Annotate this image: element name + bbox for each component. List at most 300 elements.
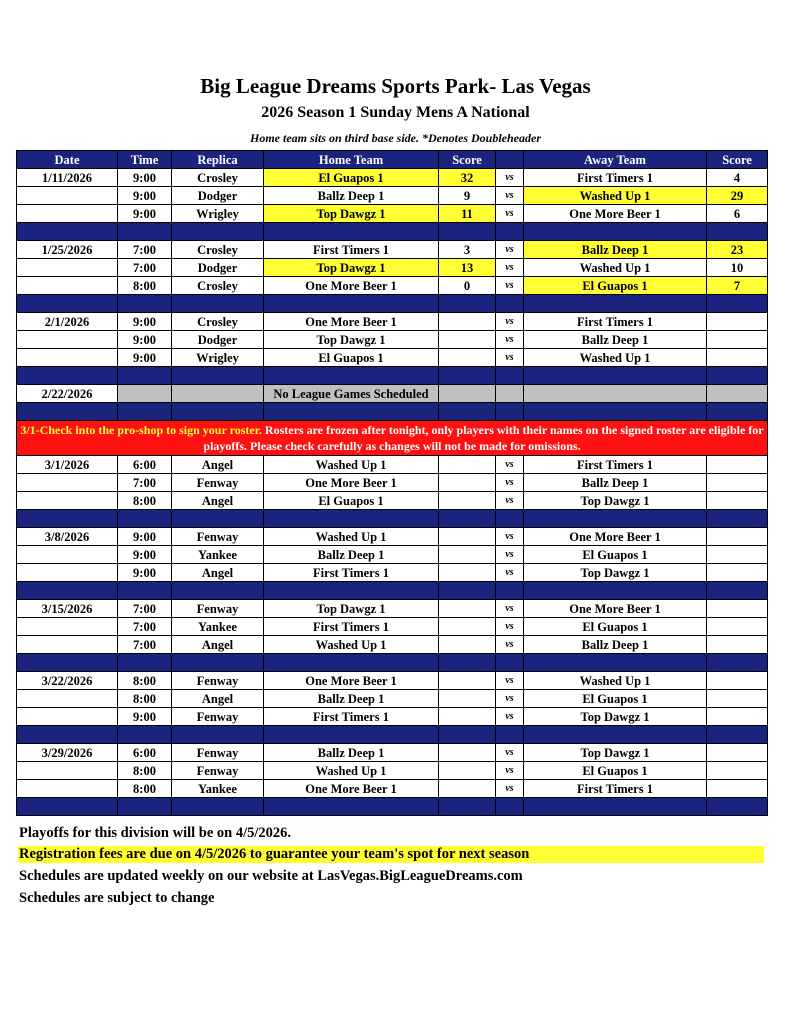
away-team: El Guapos 1 [524, 277, 707, 295]
registration-note: Registration fees are due on 4/5/2026 to guarantee your team's spot for next season [18, 846, 764, 863]
home-score: 9 [439, 187, 496, 205]
game-date [17, 690, 118, 708]
separator-cell [496, 403, 524, 421]
table-row [17, 456, 768, 474]
page-subtitle: 2026 Season 1 Sunday Mens A National [261, 104, 530, 121]
home-team: One More Beer 1 [264, 672, 439, 690]
away-team: El Guapos 1 [524, 546, 707, 564]
separator-cell [118, 510, 172, 528]
vs-label: vs [496, 456, 524, 474]
home-team: El Guapos 1 [264, 492, 439, 510]
separator-cell [524, 403, 707, 421]
away-team: One More Beer 1 [524, 600, 707, 618]
separator-cell [172, 654, 264, 672]
separator-cell [264, 367, 439, 385]
home-score [439, 313, 496, 331]
home-score [439, 672, 496, 690]
home-score [439, 618, 496, 636]
home-team: Washed Up 1 [264, 528, 439, 546]
col-header-away-score: Score [707, 151, 768, 169]
away-score [707, 744, 768, 762]
col-header-replica: Replica [172, 151, 264, 169]
separator-cell [264, 726, 439, 744]
game-time [118, 385, 172, 403]
away-score [707, 762, 768, 780]
away-team: One More Beer 1 [524, 205, 707, 223]
away-score [707, 385, 768, 403]
game-time: 8:00 [118, 762, 172, 780]
game-time: 6:00 [118, 744, 172, 762]
game-time: 9:00 [118, 205, 172, 223]
home-score: 32 [439, 169, 496, 187]
roster-notice-prefix: 3/1-Check into the pro-shop to sign your roster. [20, 423, 262, 437]
table-row [17, 349, 768, 367]
home-team: One More Beer 1 [264, 474, 439, 492]
col-header-home-score: Score [439, 151, 496, 169]
week-separator [17, 726, 768, 744]
table-row [17, 528, 768, 546]
game-time: 7:00 [118, 618, 172, 636]
away-score [707, 708, 768, 726]
game-time: 9:00 [118, 546, 172, 564]
home-score [439, 331, 496, 349]
away-team: El Guapos 1 [524, 762, 707, 780]
game-replica [172, 385, 264, 403]
game-replica: Crosley [172, 241, 264, 259]
table-row [17, 474, 768, 492]
table-row [17, 672, 768, 690]
home-team: First Timers 1 [264, 564, 439, 582]
home-team: Ballz Deep 1 [264, 546, 439, 564]
home-score [439, 636, 496, 654]
away-score [707, 492, 768, 510]
game-time: 8:00 [118, 277, 172, 295]
game-date [17, 474, 118, 492]
separator-cell [264, 403, 439, 421]
game-replica: Angel [172, 690, 264, 708]
separator-cell [264, 223, 439, 241]
away-score [707, 600, 768, 618]
separator-cell [707, 654, 768, 672]
separator-cell [17, 654, 118, 672]
home-team: Ballz Deep 1 [264, 690, 439, 708]
separator-cell [524, 654, 707, 672]
table-row [17, 708, 768, 726]
table-row [17, 762, 768, 780]
separator-cell [524, 367, 707, 385]
game-time: 9:00 [118, 187, 172, 205]
home-team: First Timers 1 [264, 241, 439, 259]
home-team: One More Beer 1 [264, 313, 439, 331]
game-time: 7:00 [118, 636, 172, 654]
game-replica: Yankee [172, 780, 264, 798]
home-team: Washed Up 1 [264, 636, 439, 654]
away-score [707, 331, 768, 349]
separator-cell [707, 582, 768, 600]
away-team: First Timers 1 [524, 780, 707, 798]
away-score [707, 672, 768, 690]
no-games-label: No League Games Scheduled [264, 385, 439, 403]
separator-cell [524, 510, 707, 528]
game-date [17, 546, 118, 564]
game-replica: Fenway [172, 474, 264, 492]
away-team: Washed Up 1 [524, 187, 707, 205]
game-date: 3/15/2026 [17, 600, 118, 618]
separator-cell [17, 223, 118, 241]
away-team: First Timers 1 [524, 456, 707, 474]
game-date [17, 564, 118, 582]
game-replica: Fenway [172, 762, 264, 780]
game-replica: Dodger [172, 259, 264, 277]
vs-label: vs [496, 205, 524, 223]
game-replica: Fenway [172, 600, 264, 618]
game-date [17, 492, 118, 510]
separator-cell [439, 726, 496, 744]
table-row [17, 205, 768, 223]
week-separator [17, 367, 768, 385]
game-date: 1/25/2026 [17, 241, 118, 259]
game-time: 9:00 [118, 349, 172, 367]
vs-label: vs [496, 349, 524, 367]
separator-cell [496, 367, 524, 385]
away-team: Washed Up 1 [524, 349, 707, 367]
game-date [17, 331, 118, 349]
game-time: 7:00 [118, 600, 172, 618]
away-team: Ballz Deep 1 [524, 636, 707, 654]
game-time: 6:00 [118, 456, 172, 474]
separator-cell [496, 223, 524, 241]
separator-cell [172, 726, 264, 744]
separator-cell [439, 403, 496, 421]
game-replica: Yankee [172, 546, 264, 564]
game-time: 7:00 [118, 474, 172, 492]
home-team: Ballz Deep 1 [264, 744, 439, 762]
game-date: 3/29/2026 [17, 744, 118, 762]
separator-cell [439, 223, 496, 241]
vs-label: vs [496, 331, 524, 349]
separator-cell [439, 582, 496, 600]
away-score [707, 474, 768, 492]
away-team: One More Beer 1 [524, 528, 707, 546]
separator-cell [118, 295, 172, 313]
schedule-body [17, 169, 768, 816]
playoffs-note: Playoffs for this division will be on 4/5/2026. [19, 825, 292, 841]
away-team: Ballz Deep 1 [524, 331, 707, 349]
separator-cell [17, 295, 118, 313]
game-date [17, 277, 118, 295]
separator-cell [118, 223, 172, 241]
separator-cell [524, 798, 707, 816]
game-date [17, 636, 118, 654]
home-score: 3 [439, 241, 496, 259]
separator-cell [264, 295, 439, 313]
game-replica: Dodger [172, 187, 264, 205]
separator-cell [172, 367, 264, 385]
home-score [439, 492, 496, 510]
away-team: Top Dawgz 1 [524, 744, 707, 762]
vs-label: vs [496, 169, 524, 187]
separator-cell [264, 510, 439, 528]
home-team: First Timers 1 [264, 708, 439, 726]
game-time: 9:00 [118, 331, 172, 349]
col-header-away-team: Away Team [524, 151, 707, 169]
game-replica: Yankee [172, 618, 264, 636]
game-replica: Fenway [172, 744, 264, 762]
away-score: 7 [707, 277, 768, 295]
game-date: 2/1/2026 [17, 313, 118, 331]
game-date [17, 205, 118, 223]
separator-cell [172, 403, 264, 421]
away-score [707, 690, 768, 708]
vs-label: vs [496, 564, 524, 582]
table-row [17, 618, 768, 636]
home-score: 0 [439, 277, 496, 295]
separator-cell [524, 582, 707, 600]
vs-label: vs [496, 600, 524, 618]
table-row [17, 241, 768, 259]
vs-label: vs [496, 313, 524, 331]
game-replica: Angel [172, 456, 264, 474]
separator-cell [524, 726, 707, 744]
subject-note: Schedules are subject to change [19, 890, 215, 906]
separator-cell [17, 403, 118, 421]
vs-label: vs [496, 492, 524, 510]
game-date [17, 708, 118, 726]
separator-cell [707, 726, 768, 744]
game-date [17, 762, 118, 780]
table-row [17, 259, 768, 277]
vs-label: vs [496, 277, 524, 295]
vs-label: vs [496, 780, 524, 798]
col-header-time: Time [118, 151, 172, 169]
home-score [439, 528, 496, 546]
game-time: 8:00 [118, 492, 172, 510]
game-date [17, 780, 118, 798]
table-row [17, 169, 768, 187]
separator-cell [172, 798, 264, 816]
away-team: Top Dawgz 1 [524, 564, 707, 582]
table-row [17, 313, 768, 331]
home-team: One More Beer 1 [264, 277, 439, 295]
separator-cell [17, 726, 118, 744]
home-team: Washed Up 1 [264, 456, 439, 474]
roster-notice [17, 421, 768, 456]
game-replica: Wrigley [172, 205, 264, 223]
separator-cell [118, 798, 172, 816]
vs-label [496, 385, 524, 403]
game-time: 9:00 [118, 313, 172, 331]
separator-cell [496, 798, 524, 816]
separator-cell [172, 223, 264, 241]
home-score [439, 690, 496, 708]
home-score: 11 [439, 205, 496, 223]
game-time: 8:00 [118, 672, 172, 690]
separator-cell [496, 726, 524, 744]
away-score [707, 636, 768, 654]
game-replica: Angel [172, 564, 264, 582]
separator-cell [17, 367, 118, 385]
table-row [17, 744, 768, 762]
home-team: Washed Up 1 [264, 762, 439, 780]
home-score [439, 546, 496, 564]
home-score [439, 456, 496, 474]
game-replica: Angel [172, 492, 264, 510]
home-team: Ballz Deep 1 [264, 187, 439, 205]
home-score: 13 [439, 259, 496, 277]
schedule-table [16, 150, 768, 816]
separator-cell [707, 367, 768, 385]
vs-label: vs [496, 618, 524, 636]
separator-cell [439, 510, 496, 528]
game-time: 9:00 [118, 169, 172, 187]
home-team: El Guapos 1 [264, 169, 439, 187]
separator-cell [496, 510, 524, 528]
game-date [17, 187, 118, 205]
away-score [707, 564, 768, 582]
separator-cell [707, 295, 768, 313]
home-team: Top Dawgz 1 [264, 331, 439, 349]
table-header-row [17, 151, 768, 169]
table-row [17, 600, 768, 618]
away-score [707, 349, 768, 367]
table-row [17, 331, 768, 349]
week-separator [17, 510, 768, 528]
table-row [17, 385, 768, 403]
home-score [439, 762, 496, 780]
away-team: Ballz Deep 1 [524, 241, 707, 259]
week-separator [17, 654, 768, 672]
away-team: Top Dawgz 1 [524, 492, 707, 510]
vs-label: vs [496, 708, 524, 726]
website-note: Schedules are updated weekly on our website at LasVegas.BigLeagueDreams.com [19, 868, 523, 884]
separator-cell [17, 798, 118, 816]
game-replica: Fenway [172, 528, 264, 546]
separator-cell [264, 798, 439, 816]
game-time: 9:00 [118, 564, 172, 582]
separator-cell [17, 510, 118, 528]
game-date: 3/1/2026 [17, 456, 118, 474]
home-score [439, 780, 496, 798]
separator-cell [118, 726, 172, 744]
vs-label: vs [496, 259, 524, 277]
home-score [439, 600, 496, 618]
game-date [17, 349, 118, 367]
game-replica: Crosley [172, 277, 264, 295]
separator-cell [172, 510, 264, 528]
separator-cell [172, 582, 264, 600]
week-separator [17, 582, 768, 600]
table-row [17, 690, 768, 708]
game-date: 3/8/2026 [17, 528, 118, 546]
vs-label: vs [496, 672, 524, 690]
away-score [707, 456, 768, 474]
separator-cell [496, 654, 524, 672]
vs-label: vs [496, 546, 524, 564]
away-team: Washed Up 1 [524, 259, 707, 277]
separator-cell [439, 654, 496, 672]
table-row [17, 636, 768, 654]
home-score [439, 564, 496, 582]
separator-cell [118, 403, 172, 421]
page-title: Big League Dreams Sports Park- Las Vegas [200, 74, 591, 98]
separator-cell [118, 367, 172, 385]
table-row [17, 564, 768, 582]
separator-cell [524, 295, 707, 313]
away-score: 29 [707, 187, 768, 205]
table-row [17, 187, 768, 205]
away-team: Washed Up 1 [524, 672, 707, 690]
game-time: 7:00 [118, 259, 172, 277]
home-score [439, 474, 496, 492]
vs-label: vs [496, 762, 524, 780]
separator-cell [707, 798, 768, 816]
vs-label: vs [496, 690, 524, 708]
vs-label: vs [496, 636, 524, 654]
away-score [707, 546, 768, 564]
away-team: Top Dawgz 1 [524, 708, 707, 726]
away-score: 6 [707, 205, 768, 223]
game-time: 9:00 [118, 528, 172, 546]
separator-cell [496, 582, 524, 600]
separator-cell [17, 582, 118, 600]
separator-cell [707, 403, 768, 421]
game-date [17, 618, 118, 636]
away-score: 10 [707, 259, 768, 277]
away-score [707, 313, 768, 331]
home-score [439, 385, 496, 403]
home-team: Top Dawgz 1 [264, 600, 439, 618]
vs-label: vs [496, 187, 524, 205]
game-date: 2/22/2026 [17, 385, 118, 403]
home-team: Top Dawgz 1 [264, 259, 439, 277]
table-row [17, 780, 768, 798]
home-score [439, 349, 496, 367]
separator-cell [439, 295, 496, 313]
table-row [17, 492, 768, 510]
vs-label: vs [496, 241, 524, 259]
game-date: 3/22/2026 [17, 672, 118, 690]
game-date: 1/11/2026 [17, 169, 118, 187]
away-score [707, 780, 768, 798]
away-score [707, 528, 768, 546]
home-score [439, 708, 496, 726]
away-team: First Timers 1 [524, 313, 707, 331]
separator-cell [439, 367, 496, 385]
game-time: 9:00 [118, 708, 172, 726]
table-row [17, 546, 768, 564]
away-score: 4 [707, 169, 768, 187]
away-team: First Timers 1 [524, 169, 707, 187]
separator-cell [439, 798, 496, 816]
week-separator [17, 798, 768, 816]
separator-cell [118, 654, 172, 672]
separator-cell [264, 582, 439, 600]
separator-cell [707, 223, 768, 241]
vs-label: vs [496, 744, 524, 762]
away-team [524, 385, 707, 403]
week-separator [17, 403, 768, 421]
game-replica: Crosley [172, 313, 264, 331]
separator-cell [496, 295, 524, 313]
roster-notice-text: Rosters are frozen after tonight, only players with their names on the signed roster are eligible for playoffs. Please check carefully as changes will not be made for omissions. [203, 423, 764, 453]
game-time: 7:00 [118, 241, 172, 259]
game-replica: Crosley [172, 169, 264, 187]
vs-label: vs [496, 474, 524, 492]
game-replica: Fenway [172, 708, 264, 726]
home-team: One More Beer 1 [264, 780, 439, 798]
away-team: El Guapos 1 [524, 618, 707, 636]
away-team: Ballz Deep 1 [524, 474, 707, 492]
